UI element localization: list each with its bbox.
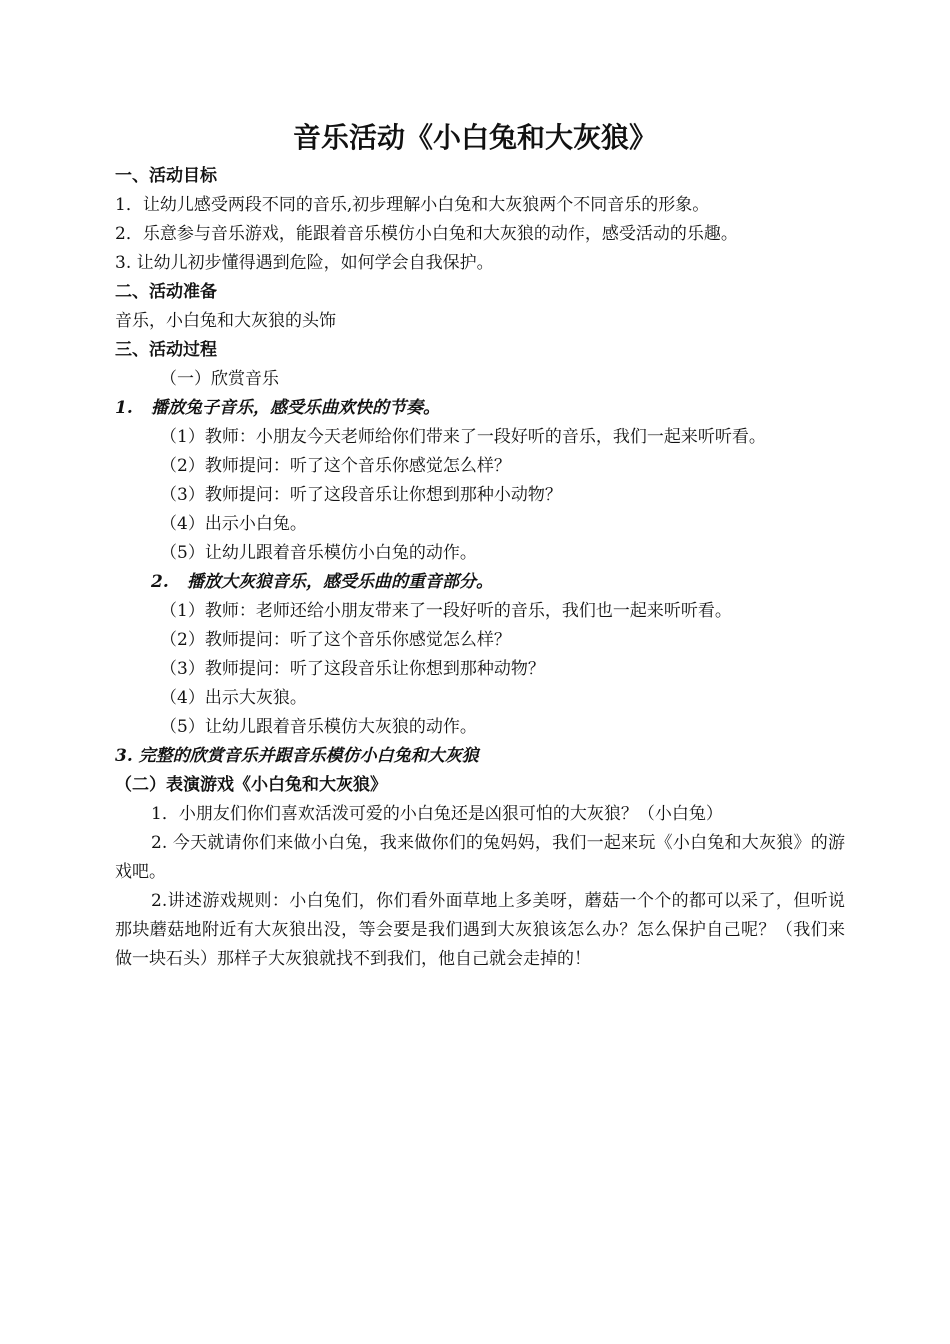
section-heading-process: 三、活动过程 <box>115 340 217 360</box>
game-paragraph-1: 1．小朋友们你们喜欢活泼可爱的小白兔还是凶狠可怕的大灰狼？（小白兔） <box>151 804 723 824</box>
step2-item-5: （5）让幼儿跟着音乐模仿大灰狼的动作。 <box>160 717 477 737</box>
step2-item-2: （2）教师提问：听了这个音乐你感觉怎么样？ <box>160 630 511 650</box>
goal-item-1: 1．让幼儿感受两段不同的音乐,初步理解小白兔和大灰狼两个不同音乐的形象。 <box>115 195 710 215</box>
section-heading-goals: 一、活动目标 <box>115 166 217 186</box>
document-body <box>115 162 845 974</box>
goal-item-3: 3. 让幼儿初步懂得遇到危险，如何学会自我保护。 <box>115 253 494 273</box>
section-heading-preparation: 二、活动准备 <box>115 282 217 302</box>
step1-item-1: （1）教师：小朋友今天老师给你们带来了一段好听的音乐，我们一起来听听看。 <box>160 427 766 447</box>
step-title: 播放兔子音乐，感受乐曲欢快的节奏。 <box>151 398 440 418</box>
step2-item-1: （1）教师：老师还给小朋友带来了一段好听的音乐，我们也一起来听听看。 <box>160 601 732 621</box>
subsection-heading-game: （二）表演游戏《小白兔和大灰狼》 <box>115 775 387 795</box>
game-paragraph-3: 2.讲述游戏规则：小白兔们，你们看外面草地上多美呀，蘑菇一个个的都可以采了，但听说那块蘑菇地附近有大灰狼出没，等会要是我们遇到大灰狼该怎么办？怎么保护自己呢？（我们来做一块石头）那样子大灰狼就找不到我们，他自己就会走掉的！ <box>115 891 845 969</box>
step-heading-3: 3. 完整的欣赏音乐并跟音乐模仿小白兔和大灰狼 <box>115 746 479 766</box>
game-paragraph-2: 2. 今天就请你们来做小白兔，我来做你们的兔妈妈，我们一起来玩《小白兔和大灰狼》的游戏吧。 <box>115 833 845 882</box>
step1-item-4: （4）出示小白兔。 <box>160 514 307 534</box>
document-title: 音乐活动《小白兔和大灰狼》 <box>292 121 657 154</box>
goal-item-2: 2．乐意参与音乐游戏，能跟着音乐模仿小白兔和大灰狼的动作，感受活动的乐趣。 <box>115 224 738 244</box>
step1-item-2: （2）教师提问：听了这个音乐你感觉怎么样？ <box>160 456 511 476</box>
step-number: 1. <box>115 398 133 418</box>
step2-item-3: （3）教师提问：听了这段音乐让你想到那种动物？ <box>160 659 545 679</box>
step-heading-1 <box>115 394 845 423</box>
preparation-text: 音乐，小白兔和大灰狼的头饰 <box>115 311 336 331</box>
step1-item-3: （3）教师提问：听了这段音乐让你想到那种小动物？ <box>160 485 562 505</box>
subsection-heading-listen: （一）欣赏音乐 <box>160 369 279 389</box>
step-title: 播放大灰狼音乐，感受乐曲的重音部分。 <box>187 572 493 592</box>
step2-item-4: （4）出示大灰狼。 <box>160 688 307 708</box>
step-number: 2. <box>151 572 169 592</box>
step1-item-5: （5）让幼儿跟着音乐模仿小白兔的动作。 <box>160 543 477 563</box>
step-heading-2 <box>115 568 845 597</box>
